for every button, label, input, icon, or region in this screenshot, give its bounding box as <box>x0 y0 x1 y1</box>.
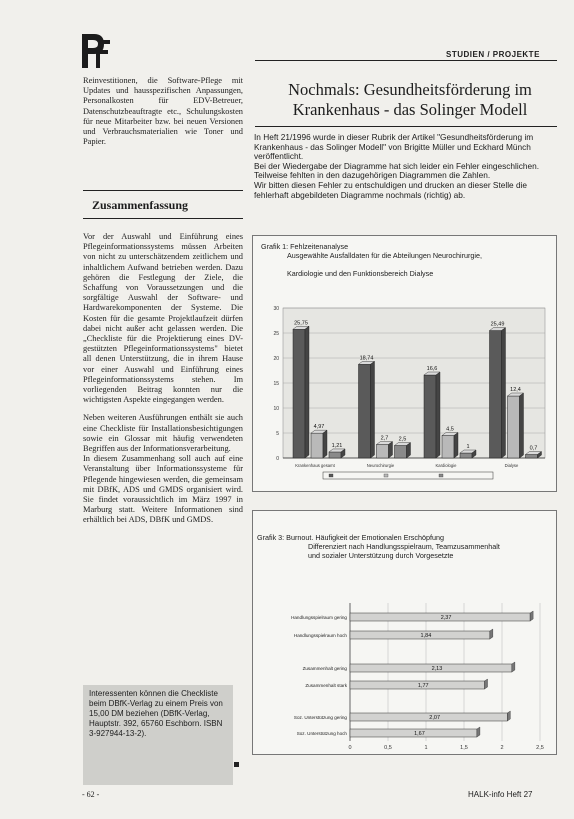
chart-3-x-tick: 0 <box>348 745 352 751</box>
intro-paragraph-1: In Heft 21/1996 wurde in dieser Rubrik der Artikel "Gesundheitsförderung im Krankenhaus - das Solinger Modell" von Brigitte Müller und Eckhard Münch veröffentlicht. <box>254 132 534 162</box>
header-rule <box>255 60 557 61</box>
chart-3-category-label: Soz. Unterstützung gering <box>293 715 347 720</box>
chart-1-y-tick: 15 <box>273 381 279 387</box>
chart-3-value-label: 2,37 <box>440 615 452 621</box>
chart-3-caption-1: Grafik 3: Burnout. Häufigkeit der Emotionalen Erschöpfung <box>257 533 444 542</box>
chart-1-bar <box>311 433 323 458</box>
chart-3-category-label: Zusammenhalt stark <box>305 683 347 688</box>
order-info-box <box>83 685 233 785</box>
chart-1-bar <box>490 331 502 458</box>
chart-3-bar-side <box>507 711 510 721</box>
chart-3-value-label: 2,07 <box>429 715 441 721</box>
chart-1-y-tick: 10 <box>273 406 279 412</box>
order-info-text: Interessenten können die Checkliste beim DBfK-Verlag zu einem Preis von 15,00 DM beziehen (DBfK-Verlag, Hauptstr. 392, 65760 Eschborn. ISBN 3-927944-13-2). <box>89 689 223 738</box>
journal-name: HALK-info Heft 27 <box>468 790 533 799</box>
chart-1-x-tick: Kardiologie <box>435 463 457 468</box>
chart-3-value-label: 1,84 <box>420 633 432 639</box>
chart-1-value-label: 2,5 <box>398 436 407 443</box>
chart-1-legend-swatch <box>439 474 443 477</box>
left-column-top <box>83 76 243 147</box>
chart-1-bar-side <box>389 442 393 459</box>
chart-1-bar-side <box>323 430 327 458</box>
chart-1-y-tick: 20 <box>273 356 279 362</box>
chart-1-legend-box <box>323 472 493 479</box>
chart-1-value-label: 16,6 <box>426 366 438 372</box>
intro-paragraph-2: Bei der Wiedergabe der Diagramme hat sich leider ein Fehler eingeschlichen. Teilweise fehlten in den dazugehörigen Diagrammen die Zahlen. <box>254 160 540 181</box>
chart-1-value-label: 1 <box>466 444 470 450</box>
chart-3-frame <box>252 510 557 755</box>
chart-1-value-label: 4,97 <box>313 424 325 431</box>
chart-1-bar <box>395 446 407 459</box>
page-number: - 62 - <box>82 790 100 799</box>
chart-3-caption-2: Differenziert nach Handlungsspielraum, Teamzusammenhalt <box>308 542 500 551</box>
chart-1-x-tick: Krankenhaus gesamt <box>295 463 335 468</box>
chart-3-bar-side <box>512 662 515 672</box>
chart-3-value-label: 2,13 <box>431 666 443 672</box>
left-column-main <box>83 232 243 526</box>
chart-1-bar <box>508 396 520 458</box>
section-label: STUDIEN / PROJEKTE <box>446 50 540 59</box>
chart-1-bar <box>359 364 371 458</box>
chart-3-value-label: 1,67 <box>414 731 425 737</box>
chart-3-caption-3: und sozialer Unterstützung durch Vorgesetzte <box>308 551 454 560</box>
chart-1-legend-swatch <box>329 474 333 477</box>
chart-1-caption-1: Grafik 1: Fehlzeitenanalyse <box>261 242 349 251</box>
chart-1-y-tick: 30 <box>273 306 279 312</box>
chart-1-value-label: 25,49 <box>490 321 505 328</box>
chart-1-bar <box>460 453 472 458</box>
section-rule-top <box>83 190 243 191</box>
chart-1-frame <box>252 235 557 492</box>
chart-1-bar <box>329 452 341 458</box>
chart-1-bar <box>526 455 538 459</box>
chart-3-x-tick: 2,5 <box>536 745 544 751</box>
chart-1-value-label: 12,4 <box>510 387 521 393</box>
end-mark <box>234 762 239 767</box>
chart-1-svg <box>253 236 556 491</box>
section-rule-bottom <box>83 218 243 219</box>
article-intro <box>254 133 554 200</box>
chart-3-category-label: Handlungsspielraum gering <box>291 615 347 620</box>
chart-3-bar-side <box>477 727 480 737</box>
chart-1-bar <box>293 329 305 458</box>
chart-1-bar <box>442 436 454 459</box>
chart-1-bar-side <box>305 326 309 458</box>
chart-1-x-tick: Neurochirurgie <box>366 463 395 468</box>
chart-3-bar-side <box>485 679 488 689</box>
chart-3-bar-side <box>490 629 493 639</box>
chart-1-value-label: 0,7 <box>529 445 538 452</box>
chart-3-svg <box>253 511 556 754</box>
chart-1-value-label: 1,21 <box>331 442 343 449</box>
chart-1-bar-side <box>436 372 440 458</box>
chart-3-x-tick: 0,5 <box>384 745 392 751</box>
chart-1-caption-3: Kardiologie und den Funktionsbereich Dialyse <box>287 269 434 278</box>
chart-1-bar-side <box>520 393 524 458</box>
chart-3-value-label: 1,77 <box>417 683 429 689</box>
chart-3-category-label: Handlungsspielraum hoch <box>293 633 347 638</box>
summary-paragraph-3: In diesem Zusammenhang soll auch auf eine Veranstaltung über Informationssysteme für Pflegende hingewiesen werden, die gemeinsam mit DBfK, ADS und GMDS organisiert wird. Sie findet voraussichtlich im März 1997 in Marburg statt. Weitere Informationen sind erhältlich bei ADS, DBfK und GMDS. <box>83 454 243 525</box>
intro-paragraph-3: Wir bitten diesen Fehler zu entschuldigen und drucken an dieser Stelle die fehlerhaft abgebildeten Diagramme nochmals (richtig) ab. <box>254 179 528 200</box>
paragraph-top: Reinvestitionen, die Software-Pflege mit Updates und hausspezifischen Anpassungen, Personalkosten für EDV-Betreuer, Datenschutzbeauftragte etc., Schulungskosten für neue Mitarbeiter bzw. bei neuen Versionen und Verbrauchsmaterialien wie Toner und Papier. <box>83 76 243 147</box>
article-title: Nochmals: Gesundheitsförderung im Krankenhaus - das Solinger Modell <box>288 80 532 119</box>
section-heading: Zusammenfassung <box>92 198 189 212</box>
chart-1-legend-swatch <box>384 474 388 477</box>
chart-3-x-tick: 1,5 <box>460 745 468 751</box>
chart-1-y-tick: 25 <box>273 331 279 337</box>
summary-paragraph-1: Vor der Auswahl und Einführung eines Pflegeinformationssystems müssen Arbeiten von nicht zu unterschätzendem zeitlichem und inhaltlichem Aufwand betrieben werden. Dazu gehören die Festlegung der Ziele, die Schaffung von Voraussetzungen und die sorgfältige Auswahl der Software- und Hardwarekomponenten der Systeme. Die Kosten für die gesamte Projektlaufzeit dürfen dabei nicht außer acht gelassen werden. Die „Checkliste für die Projektierung eines DV-gestützten Pflegeinformationssystems" bietet all denen Unterstützung, die in ihrem Hause vor einer Auswahl und Einführung eines Pflegeinformationssystems stehen. Im vorliegenden Beitrag konnten nur die wichtigsten Aspekte eingegangen werden. <box>83 232 243 405</box>
chart-3-x-tick: 2 <box>500 745 504 751</box>
chart-1-value-label: 4,5 <box>446 426 454 433</box>
chart-1-value-label: 25,75 <box>294 320 308 327</box>
chart-1-bar-side <box>407 443 411 459</box>
chart-3-x-tick: 1 <box>424 745 428 751</box>
chart-1-bar-side <box>502 328 506 458</box>
chart-3-category-label: Zusammenhalt gering <box>302 666 347 671</box>
chart-1-bar <box>424 375 436 458</box>
dbfk-logo <box>80 30 114 70</box>
chart-3-bar-side <box>530 611 533 621</box>
chart-1-y-tick: 5 <box>276 431 279 437</box>
chart-1-x-tick: Dialyse <box>504 463 519 468</box>
chart-1-value-label: 18,74 <box>359 355 374 362</box>
chart-1-bar <box>377 445 389 459</box>
chart-1-bar-side <box>371 361 375 458</box>
chart-1-bar-side <box>454 433 458 459</box>
chart-1-caption-2: Ausgewählte Ausfalldaten für die Abteilungen Neurochirurgie, <box>287 251 482 260</box>
summary-paragraph-2: Neben weiteren Ausführungen enthält sie auch eine Checkliste für Installationsbesichtigungen sowie ein Glossar mit häufig verwendeten Begriffen aus der Informationsverarbeitung. <box>83 413 243 454</box>
chart-1-y-tick: 0 <box>276 456 279 462</box>
title-rule <box>255 126 557 127</box>
chart-3-category-label: Soz. Unterstützung hoch <box>296 731 347 736</box>
chart-1-value-label: 2,7 <box>380 435 389 442</box>
